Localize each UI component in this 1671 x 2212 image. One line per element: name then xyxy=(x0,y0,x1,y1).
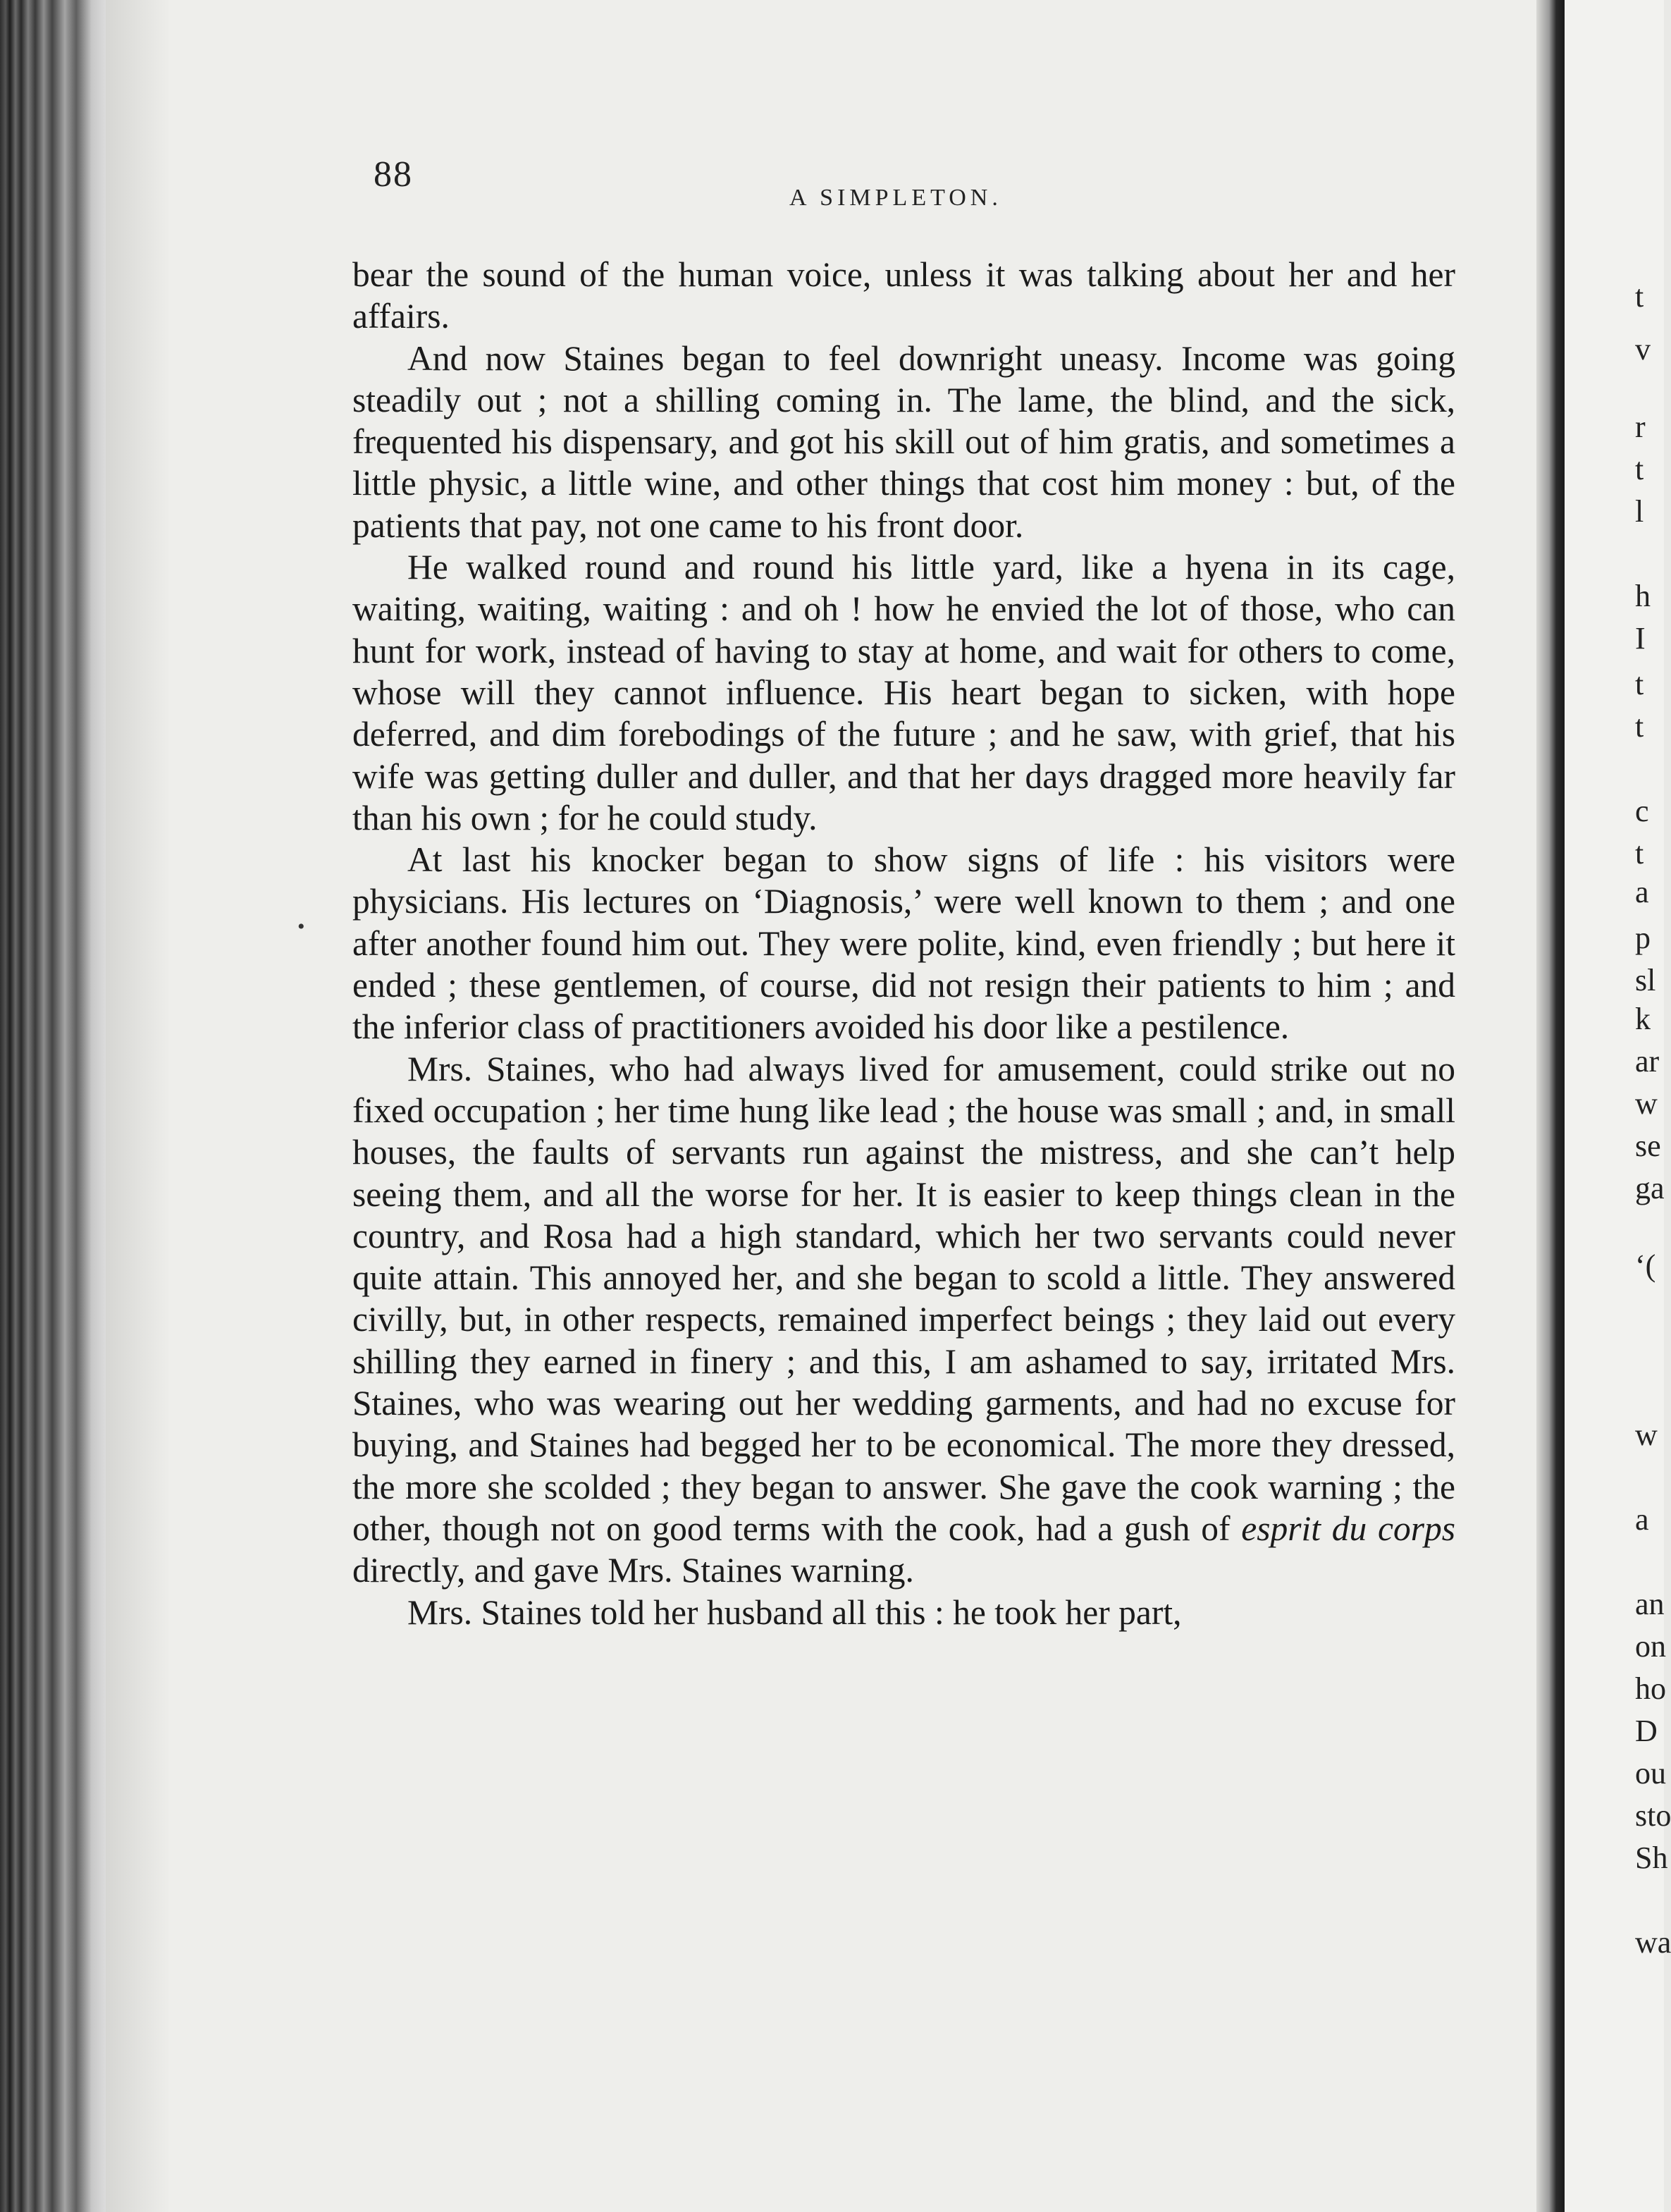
paragraph-text: At last his knocker began to show signs of life : his visitors were physicians. His lectures on ‘Diagnosis,’ were well known to them ; and one after another found him out. They were polite, kind, even friendly ; but here it ended ; these gentlemen, of course, did not resign their patients to him ; and the inferior class of practitioners avoided his door like a pestilence. xyxy=(352,840,1455,1047)
paragraph-text: Mrs. Staines, who had always lived for amusement, could strike out no fixed occupation ; her time hung like lead ; the house was small ; and, in small houses, the faults of servants run against the mistress, and she can’t help seeing them, and all the worse for her. It is easier to keep things clean in the country, and Rosa had a high standard, which her two servants could never quite attain. This annoyed her, and she began to scold a little. They answered civilly, but, in other respects, remained imperfect beings ; they laid out every shilling they earned in finery ; and this, I am ashamed to say, irritated Mrs. Staines, who was wearing out her wedding garments, and had no excuse for buying, and Staines had begged her to be economical. The more they dressed, the more she scolded ; they began to answer. She gave the cook warning ; the other, though not on good terms with the cook, had a gush of xyxy=(352,1049,1455,1548)
next-page-fragment: t xyxy=(1635,452,1644,486)
page-number: 88 xyxy=(374,154,413,195)
next-page-fragment: c xyxy=(1635,794,1649,828)
stray-mark: • xyxy=(297,915,305,938)
next-page-fragment: ‘( xyxy=(1635,1248,1656,1283)
next-page-fragment: ar xyxy=(1635,1044,1660,1079)
next-page-fragment: t xyxy=(1635,667,1644,701)
next-page-fragment: ho xyxy=(1635,1671,1666,1706)
next-page-fragment: se xyxy=(1635,1129,1661,1163)
next-page-fragment: t xyxy=(1635,709,1644,744)
paragraph xyxy=(352,1048,1455,1592)
page-shadow xyxy=(106,0,169,2212)
next-page-fragment: D xyxy=(1635,1714,1658,1748)
paragraph xyxy=(352,1592,1455,1633)
next-page-fragment: a xyxy=(1635,875,1649,909)
paragraph xyxy=(352,546,1455,839)
next-page-fragment: sl xyxy=(1635,963,1656,997)
next-page-fragment: sto xyxy=(1635,1798,1671,1833)
next-page-fragment: h xyxy=(1635,579,1651,613)
next-page-fragment: wa xyxy=(1635,1925,1671,1960)
next-page-fragment: t xyxy=(1635,279,1644,314)
paragraph-text: Mrs. Staines told her husband all this : he took her part, xyxy=(407,1592,1182,1632)
next-page-fragment: a xyxy=(1635,1502,1649,1537)
paragraph xyxy=(352,839,1455,1047)
next-page-fragment: w xyxy=(1635,1086,1658,1121)
next-page-fragment: on xyxy=(1635,1629,1666,1664)
next-page-fragment: r xyxy=(1635,410,1646,444)
italic-phrase: esprit du corps xyxy=(1241,1509,1456,1548)
next-page-fragment: w xyxy=(1635,1418,1658,1452)
body-text xyxy=(352,254,1455,1633)
next-page-fragment: I xyxy=(1635,621,1646,656)
next-page-fragment: k xyxy=(1635,1002,1651,1036)
next-page-fragment: an xyxy=(1635,1587,1665,1621)
paragraph xyxy=(352,338,1455,546)
book-gutter-right xyxy=(1536,0,1565,2212)
paragraph-text: And now Staines began to feel downright uneasy. Income was going steadily out ; not a shilling coming in. The lame, the blind, and the sick, frequented his dispensary, and got his skill out of him gratis, and sometimes a little physic, a little wine, and other things that cost him money : but, of the patients that pay, not one came to his front door. xyxy=(352,338,1455,545)
paragraph-text: directly, and gave Mrs. Staines warning. xyxy=(352,1551,914,1590)
next-page-fragment: v xyxy=(1635,332,1651,367)
page-header xyxy=(366,154,1466,210)
paragraph xyxy=(352,254,1455,338)
paragraph-text: bear the sound of the human voice, unless it was talking about her and her affairs. xyxy=(352,255,1455,336)
next-page-fragment: p xyxy=(1635,921,1651,955)
next-page-fragment: t xyxy=(1635,836,1644,871)
next-page-fragment: l xyxy=(1635,494,1644,529)
book-spine-left xyxy=(0,0,106,2212)
running-title: A SIMPLETON. xyxy=(789,185,1002,211)
next-page-fragment: Sh xyxy=(1635,1841,1668,1875)
next-page-fragment: ou xyxy=(1635,1756,1666,1790)
next-page-fragment: ga xyxy=(1635,1171,1665,1205)
paragraph-text: He walked round and round his little yard, like a hyena in its cage, waiting, waiting, waiting : and oh ! how he envied the lot of those, who can hunt for work, instead of having to stay at home, and wait for others to come, whose will they cannot influence. His heart began to sicken, with hope deferred, and dim forebodings of the future ; and he saw, with grief, that his wife was getting duller and duller, and that her days dragged more heavily far than his own ; for he could study. xyxy=(352,548,1455,837)
